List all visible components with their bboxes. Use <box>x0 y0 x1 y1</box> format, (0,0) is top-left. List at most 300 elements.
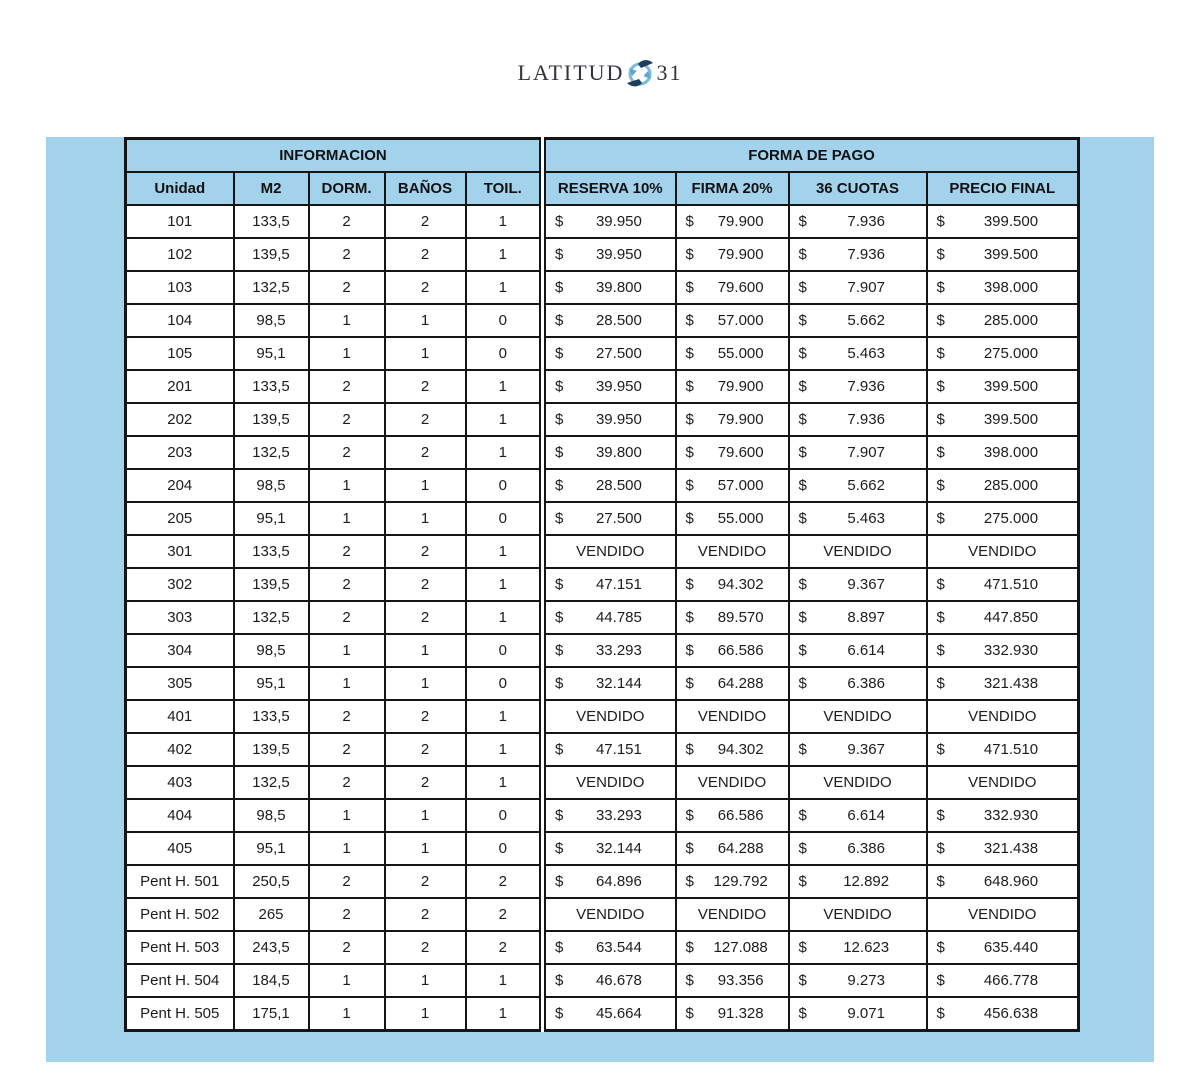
amount: 456.638 <box>983 1005 1039 1022</box>
cell-cuotas <box>789 502 927 535</box>
cell-cuotas <box>789 271 927 304</box>
currency-symbol: $ <box>685 642 694 659</box>
amount: 79.900 <box>717 411 764 428</box>
cell-unidad: 401 <box>126 700 234 733</box>
amount: 12.623 <box>843 939 890 956</box>
currency-symbol: $ <box>936 675 945 692</box>
cell-dorm: 1 <box>309 997 385 1031</box>
table-row <box>126 238 1079 271</box>
cell-toil: 1 <box>466 238 543 271</box>
cell-toil: 2 <box>466 865 543 898</box>
currency-symbol: $ <box>936 246 945 263</box>
amount: 28.500 <box>595 312 642 329</box>
cell-banos: 2 <box>385 700 466 733</box>
amount: 5.463 <box>847 345 885 362</box>
amount: 648.960 <box>983 873 1039 890</box>
cell-toil: 1 <box>466 535 543 568</box>
currency-symbol: $ <box>936 840 945 857</box>
currency-symbol: $ <box>798 972 807 989</box>
amount: 79.600 <box>717 279 764 296</box>
currency-symbol: $ <box>555 312 564 329</box>
cell-m2: 95,1 <box>234 832 309 865</box>
cell-dorm: 2 <box>309 700 385 733</box>
cell-dorm: 2 <box>309 601 385 634</box>
cell-precio-final <box>927 799 1079 832</box>
currency-symbol: $ <box>555 873 564 890</box>
cell-precio-final <box>927 403 1079 436</box>
cell-m2: 95,1 <box>234 337 309 370</box>
amount: 39.800 <box>595 444 642 461</box>
cell-m2: 132,5 <box>234 271 309 304</box>
table-row <box>126 535 1079 568</box>
column-header-reserva: RESERVA 10% <box>543 172 676 205</box>
column-header-banos: BAÑOS <box>385 172 466 205</box>
cell-dorm: 2 <box>309 733 385 766</box>
amount: 9.367 <box>847 576 885 593</box>
cell-reserva <box>543 403 676 436</box>
cell-unidad: Pent H. 504 <box>126 964 234 997</box>
cell-m2: 175,1 <box>234 997 309 1031</box>
cell-dorm: 1 <box>309 304 385 337</box>
cell-precio-final <box>927 634 1079 667</box>
column-header-m2: M2 <box>234 172 309 205</box>
table-row <box>126 931 1079 964</box>
currency-symbol: $ <box>798 576 807 593</box>
amount: 39.950 <box>595 378 642 395</box>
amount: 79.900 <box>717 246 764 263</box>
cell-firma <box>676 964 789 997</box>
amount: 5.662 <box>847 477 885 494</box>
cell-reserva <box>543 799 676 832</box>
currency-symbol: $ <box>798 807 807 824</box>
cell-m2: 133,5 <box>234 370 309 403</box>
cell-reserva <box>543 865 676 898</box>
cell-toil: 1 <box>466 370 543 403</box>
cell-m2: 132,5 <box>234 436 309 469</box>
cell-banos: 1 <box>385 964 466 997</box>
cell-toil: 1 <box>466 403 543 436</box>
cell-toil: 1 <box>466 271 543 304</box>
cell-unidad: Pent H. 502 <box>126 898 234 931</box>
amount: 129.792 <box>713 873 768 890</box>
cell-precio-final <box>927 469 1079 502</box>
cell-banos: 1 <box>385 667 466 700</box>
column-header-dorm: DORM. <box>309 172 385 205</box>
cell-m2: 250,5 <box>234 865 309 898</box>
cell-precio-final <box>927 997 1079 1031</box>
currency-symbol: $ <box>555 477 564 494</box>
cell-reserva <box>543 436 676 469</box>
cell-m2: 243,5 <box>234 931 309 964</box>
cell-reserva-sold: VENDIDO <box>543 535 676 568</box>
currency-symbol: $ <box>798 741 807 758</box>
cell-firma-sold: VENDIDO <box>676 766 789 799</box>
cell-m2: 265 <box>234 898 309 931</box>
cell-precio-final <box>927 832 1079 865</box>
amount: 7.907 <box>847 444 885 461</box>
currency-symbol: $ <box>936 576 945 593</box>
table-row <box>126 997 1079 1031</box>
currency-symbol: $ <box>936 807 945 824</box>
currency-symbol: $ <box>555 444 564 461</box>
cell-reserva <box>543 733 676 766</box>
cell-firma <box>676 832 789 865</box>
cell-precio-final <box>927 271 1079 304</box>
amount: 635.440 <box>983 939 1039 956</box>
cell-m2: 133,5 <box>234 700 309 733</box>
amount: 7.936 <box>847 411 885 428</box>
cell-toil: 1 <box>466 205 543 238</box>
cell-unidad: Pent H. 501 <box>126 865 234 898</box>
cell-firma <box>676 436 789 469</box>
cell-m2: 184,5 <box>234 964 309 997</box>
cell-dorm: 1 <box>309 799 385 832</box>
column-header-cuotas: 36 CUOTAS <box>789 172 927 205</box>
cell-reserva <box>543 370 676 403</box>
cell-banos: 2 <box>385 931 466 964</box>
cell-dorm: 1 <box>309 469 385 502</box>
amount: 79.900 <box>717 213 764 230</box>
currency-symbol: $ <box>936 279 945 296</box>
amount: 27.500 <box>595 510 642 527</box>
amount: 47.151 <box>595 576 642 593</box>
currency-symbol: $ <box>798 642 807 659</box>
cell-banos: 2 <box>385 370 466 403</box>
cell-banos: 1 <box>385 634 466 667</box>
cell-banos: 2 <box>385 436 466 469</box>
amount: 399.500 <box>983 411 1039 428</box>
cell-precio-final <box>927 733 1079 766</box>
currency-symbol: $ <box>555 807 564 824</box>
table-row <box>126 271 1079 304</box>
currency-symbol: $ <box>555 246 564 263</box>
amount: 12.892 <box>843 873 890 890</box>
cell-unidad: 404 <box>126 799 234 832</box>
cell-precio-final <box>927 436 1079 469</box>
cell-banos: 1 <box>385 469 466 502</box>
cell-unidad: 201 <box>126 370 234 403</box>
cell-banos: 1 <box>385 799 466 832</box>
cell-reserva-sold: VENDIDO <box>543 898 676 931</box>
amount: 55.000 <box>717 345 764 362</box>
amount: 471.510 <box>983 576 1039 593</box>
table-row <box>126 799 1079 832</box>
table-row <box>126 766 1079 799</box>
column-header-row <box>126 172 1079 205</box>
cell-toil: 1 <box>466 436 543 469</box>
cell-precio-final-sold: VENDIDO <box>927 898 1079 931</box>
cell-cuotas <box>789 832 927 865</box>
amount: 6.386 <box>847 675 885 692</box>
amount: 44.785 <box>595 609 642 626</box>
cell-cuotas-sold: VENDIDO <box>789 700 927 733</box>
cell-cuotas <box>789 238 927 271</box>
table-row <box>126 964 1079 997</box>
amount: 89.570 <box>717 609 764 626</box>
currency-symbol: $ <box>685 378 694 395</box>
cell-toil: 0 <box>466 832 543 865</box>
amount: 399.500 <box>983 246 1039 263</box>
cell-firma <box>676 271 789 304</box>
table-row <box>126 436 1079 469</box>
cell-toil: 0 <box>466 337 543 370</box>
currency-symbol: $ <box>555 741 564 758</box>
cell-cuotas-sold: VENDIDO <box>789 766 927 799</box>
cell-cuotas <box>789 865 927 898</box>
cell-m2: 133,5 <box>234 535 309 568</box>
amount: 39.950 <box>595 411 642 428</box>
cell-dorm: 2 <box>309 403 385 436</box>
cell-cuotas <box>789 436 927 469</box>
cell-dorm: 1 <box>309 634 385 667</box>
cell-banos: 1 <box>385 304 466 337</box>
amount: 46.678 <box>595 972 642 989</box>
table-body <box>126 205 1079 1031</box>
amount: 127.088 <box>713 939 768 956</box>
cell-precio-final <box>927 601 1079 634</box>
amount: 93.356 <box>717 972 764 989</box>
cell-toil: 1 <box>466 997 543 1031</box>
column-header-firma: FIRMA 20% <box>676 172 789 205</box>
amount: 57.000 <box>717 312 764 329</box>
currency-symbol: $ <box>685 939 694 956</box>
cell-firma <box>676 469 789 502</box>
cell-unidad: 402 <box>126 733 234 766</box>
cell-firma <box>676 667 789 700</box>
section-header-informacion: INFORMACION <box>126 139 543 173</box>
currency-symbol: $ <box>685 1005 694 1022</box>
currency-symbol: $ <box>685 279 694 296</box>
cell-banos: 2 <box>385 238 466 271</box>
amount: 6.386 <box>847 840 885 857</box>
amount: 7.936 <box>847 378 885 395</box>
cell-dorm: 2 <box>309 436 385 469</box>
cell-precio-final-sold: VENDIDO <box>927 766 1079 799</box>
currency-symbol: $ <box>798 510 807 527</box>
column-header-toil: TOIL. <box>466 172 543 205</box>
cell-banos: 2 <box>385 601 466 634</box>
cell-firma <box>676 997 789 1031</box>
cell-m2: 139,5 <box>234 733 309 766</box>
cell-toil: 0 <box>466 667 543 700</box>
table-row <box>126 865 1079 898</box>
cell-unidad: 305 <box>126 667 234 700</box>
currency-symbol: $ <box>936 312 945 329</box>
currency-symbol: $ <box>685 444 694 461</box>
amount: 447.850 <box>983 609 1039 626</box>
cell-precio-final <box>927 568 1079 601</box>
currency-symbol: $ <box>798 378 807 395</box>
cell-m2: 98,5 <box>234 634 309 667</box>
cell-precio-final-sold: VENDIDO <box>927 535 1079 568</box>
cell-banos: 2 <box>385 205 466 238</box>
amount: 399.500 <box>983 213 1039 230</box>
currency-symbol: $ <box>685 840 694 857</box>
currency-symbol: $ <box>936 642 945 659</box>
currency-symbol: $ <box>555 642 564 659</box>
cell-cuotas <box>789 601 927 634</box>
amount: 94.302 <box>717 741 764 758</box>
amount: 285.000 <box>983 312 1039 329</box>
cell-reserva <box>543 601 676 634</box>
cell-unidad: 104 <box>126 304 234 337</box>
cell-dorm: 2 <box>309 931 385 964</box>
cell-cuotas-sold: VENDIDO <box>789 535 927 568</box>
cell-dorm: 2 <box>309 271 385 304</box>
cell-precio-final <box>927 370 1079 403</box>
cell-banos: 2 <box>385 898 466 931</box>
cell-m2: 132,5 <box>234 601 309 634</box>
amount: 275.000 <box>983 345 1039 362</box>
cell-firma <box>676 502 789 535</box>
currency-symbol: $ <box>798 246 807 263</box>
cell-dorm: 1 <box>309 502 385 535</box>
cell-toil: 1 <box>466 964 543 997</box>
cell-banos: 1 <box>385 997 466 1031</box>
cell-cuotas <box>789 931 927 964</box>
amount: 7.907 <box>847 279 885 296</box>
cell-precio-final <box>927 337 1079 370</box>
currency-symbol: $ <box>798 939 807 956</box>
amount: 79.600 <box>717 444 764 461</box>
amount: 5.662 <box>847 312 885 329</box>
currency-symbol: $ <box>685 807 694 824</box>
cell-m2: 133,5 <box>234 205 309 238</box>
table-row <box>126 601 1079 634</box>
cell-reserva <box>543 931 676 964</box>
amount: 398.000 <box>983 279 1039 296</box>
cell-cuotas <box>789 799 927 832</box>
currency-symbol: $ <box>555 972 564 989</box>
cell-m2: 139,5 <box>234 403 309 436</box>
cell-firma <box>676 865 789 898</box>
currency-symbol: $ <box>798 675 807 692</box>
currency-symbol: $ <box>685 972 694 989</box>
currency-symbol: $ <box>555 576 564 593</box>
amount: 275.000 <box>983 510 1039 527</box>
table-row <box>126 205 1079 238</box>
table-row <box>126 403 1079 436</box>
cell-unidad: 304 <box>126 634 234 667</box>
cell-cuotas <box>789 997 927 1031</box>
cell-dorm: 1 <box>309 337 385 370</box>
currency-symbol: $ <box>936 1005 945 1022</box>
cell-reserva <box>543 667 676 700</box>
cell-banos: 2 <box>385 403 466 436</box>
cell-dorm: 2 <box>309 766 385 799</box>
amount: 398.000 <box>983 444 1039 461</box>
section-header-row <box>126 139 1079 173</box>
currency-symbol: $ <box>685 246 694 263</box>
amount: 91.328 <box>717 1005 764 1022</box>
cell-banos: 2 <box>385 766 466 799</box>
currency-symbol: $ <box>936 345 945 362</box>
cell-precio-final <box>927 502 1079 535</box>
amount: 32.144 <box>595 675 642 692</box>
currency-symbol: $ <box>936 411 945 428</box>
currency-symbol: $ <box>555 510 564 527</box>
amount: 64.288 <box>717 840 764 857</box>
brand-name-right: 31 <box>656 60 683 85</box>
currency-symbol: $ <box>685 675 694 692</box>
amount: 64.896 <box>595 873 642 890</box>
cell-precio-final <box>927 964 1079 997</box>
cell-firma <box>676 403 789 436</box>
cell-m2: 132,5 <box>234 766 309 799</box>
cell-m2: 98,5 <box>234 304 309 337</box>
amount: 27.500 <box>595 345 642 362</box>
amount: 7.936 <box>847 213 885 230</box>
amount: 33.293 <box>595 642 642 659</box>
cell-banos: 2 <box>385 535 466 568</box>
cell-cuotas <box>789 370 927 403</box>
currency-symbol: $ <box>555 213 564 230</box>
amount: 47.151 <box>595 741 642 758</box>
cell-precio-final <box>927 205 1079 238</box>
currency-symbol: $ <box>685 411 694 428</box>
cell-cuotas <box>789 733 927 766</box>
currency-symbol: $ <box>685 609 694 626</box>
currency-symbol: $ <box>798 840 807 857</box>
currency-symbol: $ <box>798 312 807 329</box>
currency-symbol: $ <box>555 609 564 626</box>
amount: 9.273 <box>847 972 885 989</box>
cell-reserva <box>543 469 676 502</box>
cell-unidad: 405 <box>126 832 234 865</box>
amount: 55.000 <box>717 510 764 527</box>
currency-symbol: $ <box>936 873 945 890</box>
cell-firma-sold: VENDIDO <box>676 535 789 568</box>
amount: 63.544 <box>595 939 642 956</box>
brand-logo <box>0 56 1200 90</box>
cell-toil: 0 <box>466 469 543 502</box>
currency-symbol: $ <box>555 345 564 362</box>
cell-dorm: 2 <box>309 898 385 931</box>
cell-m2: 139,5 <box>234 568 309 601</box>
cell-unidad: Pent H. 503 <box>126 931 234 964</box>
cell-dorm: 2 <box>309 535 385 568</box>
cell-cuotas <box>789 469 927 502</box>
cell-reserva <box>543 568 676 601</box>
cell-m2: 95,1 <box>234 667 309 700</box>
cell-dorm: 2 <box>309 238 385 271</box>
cell-reserva <box>543 238 676 271</box>
cell-reserva <box>543 997 676 1031</box>
table-row <box>126 733 1079 766</box>
cell-firma <box>676 601 789 634</box>
cell-banos: 2 <box>385 865 466 898</box>
currency-symbol: $ <box>798 444 807 461</box>
cell-toil: 1 <box>466 766 543 799</box>
amount: 39.950 <box>595 246 642 263</box>
cell-cuotas <box>789 634 927 667</box>
cell-banos: 2 <box>385 271 466 304</box>
cell-reserva <box>543 271 676 304</box>
amount: 28.500 <box>595 477 642 494</box>
cell-reserva <box>543 304 676 337</box>
cell-firma <box>676 634 789 667</box>
amount: 66.586 <box>717 642 764 659</box>
cell-reserva <box>543 337 676 370</box>
cell-cuotas <box>789 403 927 436</box>
amount: 471.510 <box>983 741 1039 758</box>
cell-reserva <box>543 205 676 238</box>
cell-banos: 1 <box>385 502 466 535</box>
amount: 8.897 <box>847 609 885 626</box>
amount: 45.664 <box>595 1005 642 1022</box>
cell-unidad: 102 <box>126 238 234 271</box>
amount: 6.614 <box>847 642 885 659</box>
